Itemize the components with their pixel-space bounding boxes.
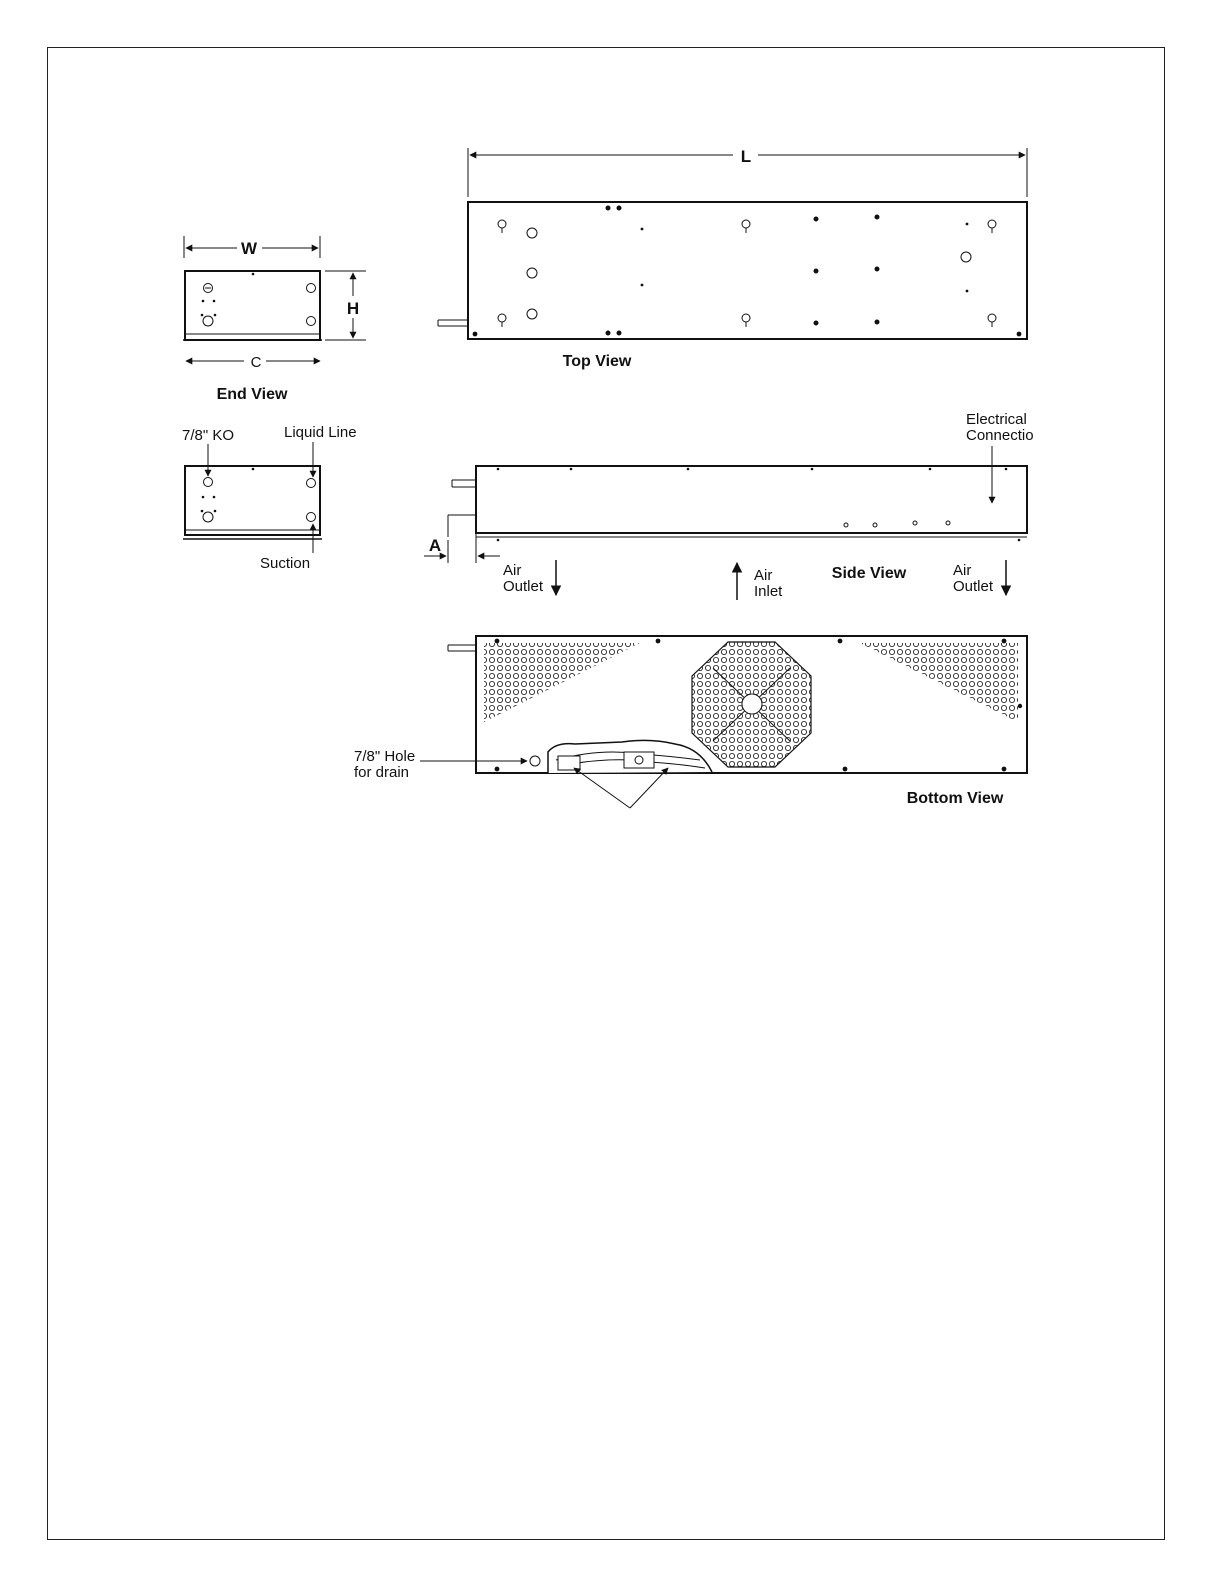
knockout-callout: 7/8" KO [182, 427, 235, 444]
air-outlet-left-line2: Outlet [503, 578, 544, 595]
dim-c-label: C [250, 354, 262, 371]
top-view-body [468, 202, 1027, 339]
bottom-view-title: Bottom View [906, 790, 1004, 807]
end-view-body [185, 271, 320, 340]
air-inlet-line2: Inlet [754, 583, 783, 600]
liquid-line-callout: Liquid Line [284, 424, 357, 441]
dim-h-label: H [346, 299, 360, 318]
dim-a-label: A [428, 536, 442, 555]
end-view-title: End View [216, 386, 288, 403]
end-view-detail [182, 424, 357, 572]
air-inlet-line1: Air [754, 567, 773, 584]
suction-callout: Suction [260, 555, 311, 572]
dim-w-label: W [240, 239, 258, 258]
side-view [424, 411, 1034, 600]
air-outlet-right-line2: Outlet [953, 578, 994, 595]
end-view [183, 236, 366, 403]
side-view-title: Side View [831, 565, 907, 582]
side-view-body [476, 466, 1027, 533]
air-outlet-right-line1: Air [953, 562, 972, 579]
drain-callout-line2: for drain [354, 764, 410, 781]
top-view-title: Top View [562, 353, 632, 370]
air-outlet-left-line1: Air [503, 562, 522, 579]
drain-callout-line1: 7/8" Hole [354, 748, 416, 765]
electrical-callout-line1: Electrical [966, 411, 1027, 428]
bottom-view [354, 636, 1027, 808]
end-view-detail-body [185, 466, 320, 535]
electrical-callout-line2: Connectio [966, 427, 1034, 444]
top-view [438, 147, 1027, 370]
dim-l-label: L [740, 147, 752, 166]
